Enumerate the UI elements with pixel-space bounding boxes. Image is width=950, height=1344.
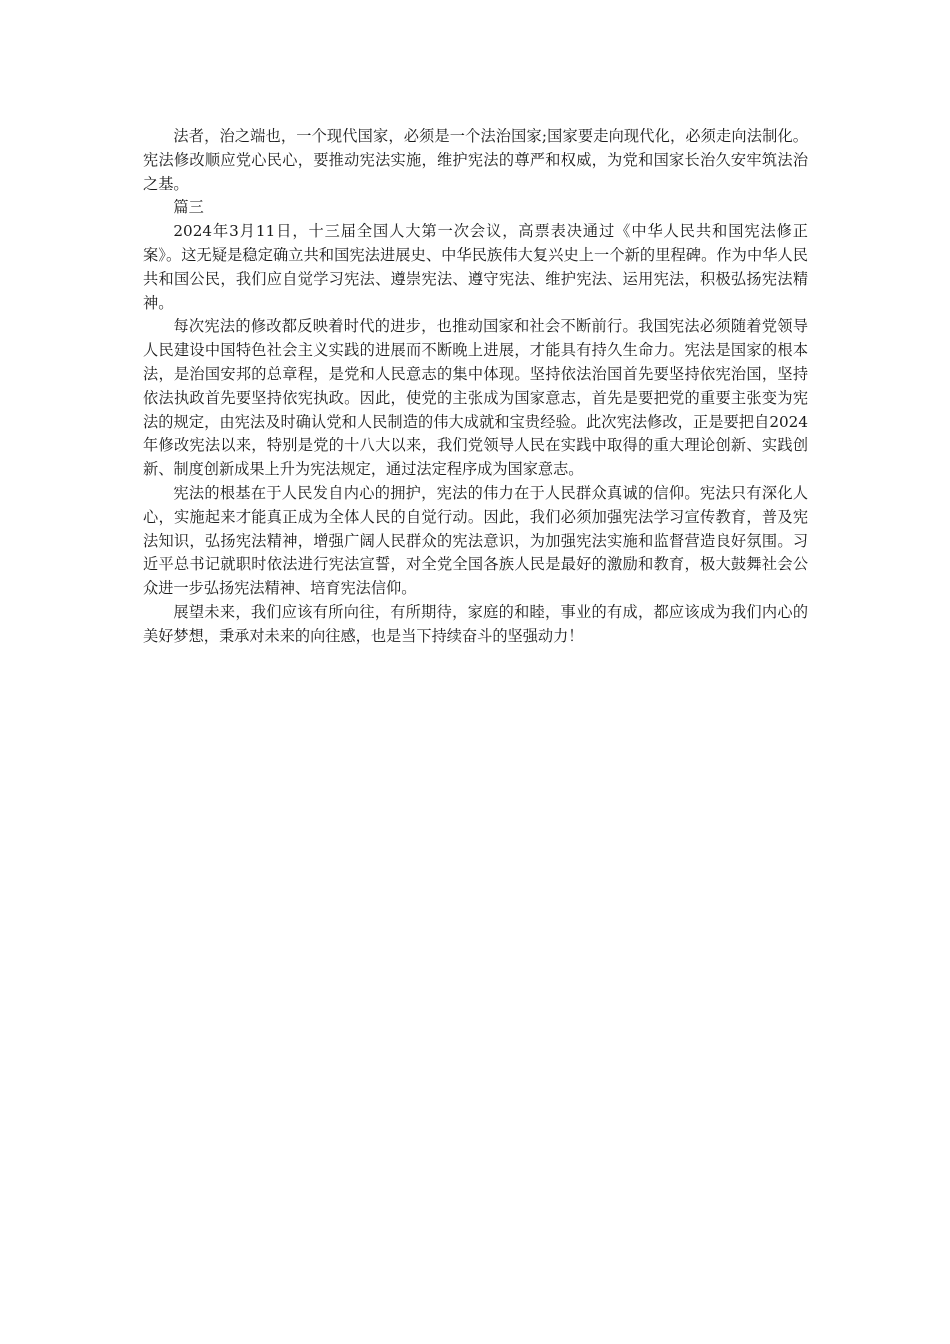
paragraph-future-outlook: 展望未来，我们应该有所向往，有所期待，家庭的和睦，事业的有成，都应该成为我们内心的美好梦想，秉承对未来的向往感，也是当下持续奋斗的坚强动力！ bbox=[143, 602, 808, 645]
section-heading: 篇三 bbox=[173, 198, 204, 217]
paragraph-progress-of-times: 每次宪法的修改都反映着时代的进步，也推动国家和社会不断前行。我国宪法必须随着党领导人民建设中国特色社会主义实践的进展而不断晚上进展，才能具有持久生命力。宪法是国家的根本法，是治国安邦的总章程，是党和人民意志的集中体现。坚持依法治国首先要坚持依宪治国，坚持依法执政首先要坚持依宪执政。因此，使党的主张成为国家意志，首先是要把党的重要主张变为宪法的规定，由宪法及时确认党和人民制造的伟大成就和宝贵经验。此次宪法修改，正是要把自2024年修改宪法以来，特别是党的十八大以来，我们党领导人民在实践中取得的重大理论创新、实践创新、制度创新成果上升为宪法规定，通过法定程序成为国家意志。 bbox=[143, 317, 808, 479]
paragraph-rule-of-law: 法者，治之端也，一个现代国家，必须是一个法治国家;国家要走向现代化，必须走向法制化。宪法修改顺应党心民心，要推动宪法实施，维护宪法的尊严和权威，为党和国家长治久安牢筑法治之基。 bbox=[143, 127, 808, 193]
document-body bbox=[143, 125, 808, 649]
paragraph-people-support: 宪法的根基在于人民发自内心的拥护，宪法的伟力在于人民群众真诚的信仰。宪法只有深化人心，实施起来才能真正成为全体人民的自觉行动。因此，我们必须加强宪法学习宣传教育，普及宪法知识，弘扬宪法精神，增强广阔人民群众的宪法意识，为加强宪法实施和监督营造良好氛围。习近平总书记就职时依法进行宪法宣誓，对全党全国各族人民是最好的激励和教育，极大鼓舞社会公众进一步弘扬宪法精神、培育宪法信仰。 bbox=[143, 483, 808, 598]
paragraph-constitution-amendment: 2024年3月11日，十三届全国人大第一次会议，高票表决通过《中华人民共和国宪法修正案》。这无疑是稳定确立共和国宪法进展史、中华民族伟大复兴史上一个新的里程碑。作为中华人民共和国公民，我们应自觉学习宪法、遵崇宪法、遵守宪法、维护宪法、运用宪法，积极弘扬宪法精神。 bbox=[143, 222, 808, 312]
